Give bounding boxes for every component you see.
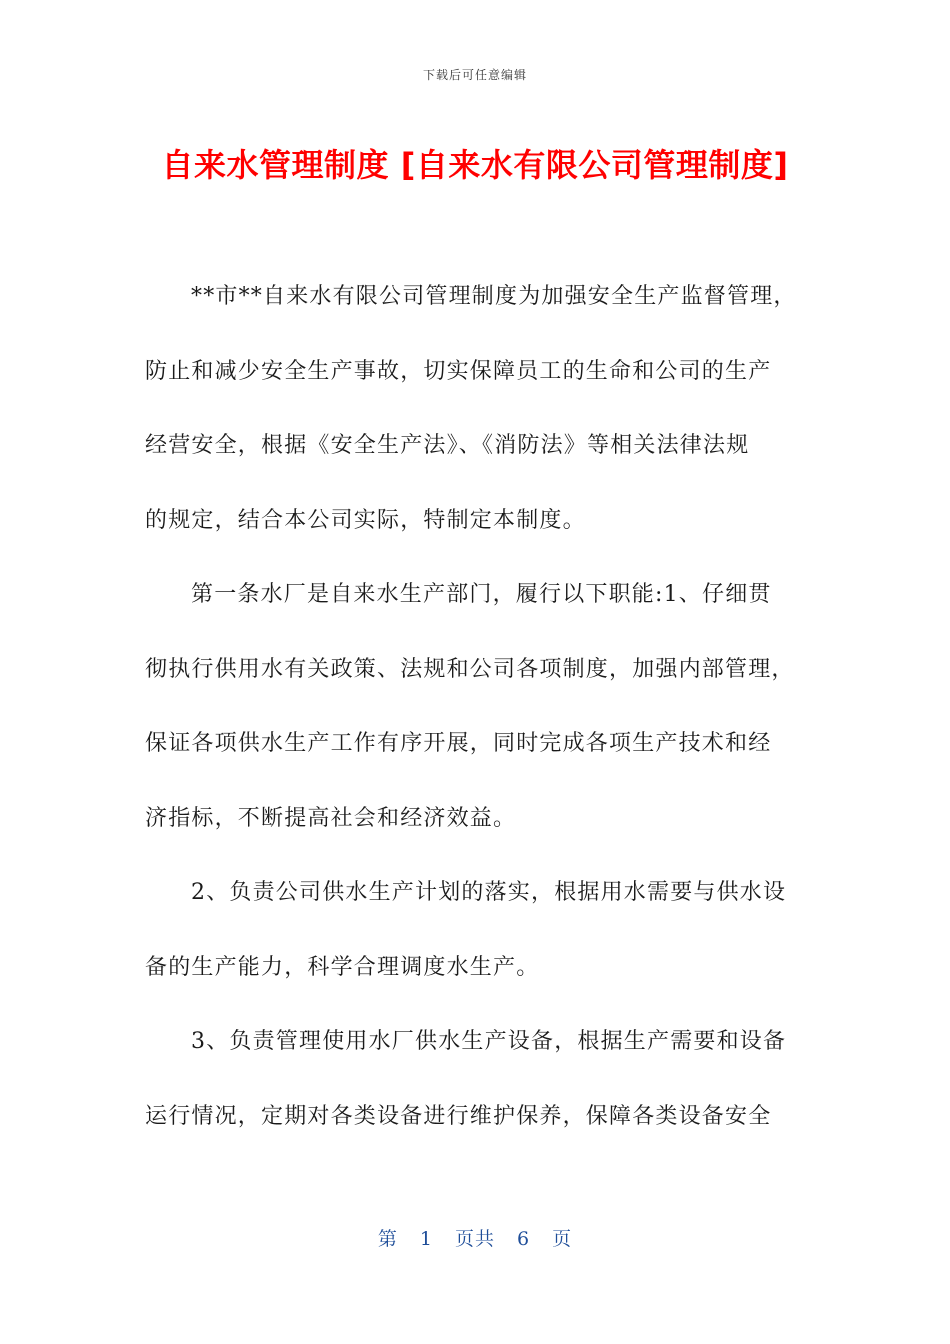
body-line: 经营安全，根据《安全生产法》、《消防法》等相关法律法规 <box>145 433 750 458</box>
body-line: **市**自来水有限公司管理制度为加强安全生产监督管理， <box>191 284 797 309</box>
body-line: 的规定，结合本公司实际，特制定本制度。 <box>145 507 586 533</box>
body-line: 防止和减少安全生产事故，切实保障员工的生命和公司的生产 <box>145 358 772 384</box>
footer-page-label: 第 <box>377 1228 398 1250</box>
body-line: 保证各项供水生产工作有序开展，同时完成各项生产技术和经 <box>145 731 772 756</box>
document-title: 自来水管理制度 [自来水有限公司管理制度] <box>161 146 789 184</box>
body-line: 备的生产能力，科学合理调度水生产。 <box>145 954 540 980</box>
body-line: 运行情况，定期对各类设备进行维护保养，保障各类设备安全 <box>145 1103 772 1129</box>
page-footer <box>0 1224 950 1251</box>
footer-total-pages: 6 <box>517 1228 531 1250</box>
footer-end-label: 页 <box>552 1228 573 1250</box>
body-line: 2、负责公司供水生产计划的落实，根据用水需要与供水设 <box>191 880 787 905</box>
footer-current-page: 1 <box>419 1228 433 1250</box>
body-line: 济指标，不断提高社会和经济效益。 <box>145 805 517 831</box>
header-note: 下载后可任意编辑 <box>422 68 527 82</box>
document-body <box>145 270 805 1164</box>
body-line: 3、负责管理使用水厂供水生产设备，根据生产需要和设备 <box>191 1029 787 1054</box>
body-line: 彻执行供用水有关政策、法规和公司各项制度，加强内部管理， <box>145 656 795 682</box>
footer-of-label: 页共 <box>454 1228 495 1250</box>
body-line: 第一条水厂是自来水生产部门，履行以下职能:1、仔细贯 <box>191 582 772 607</box>
